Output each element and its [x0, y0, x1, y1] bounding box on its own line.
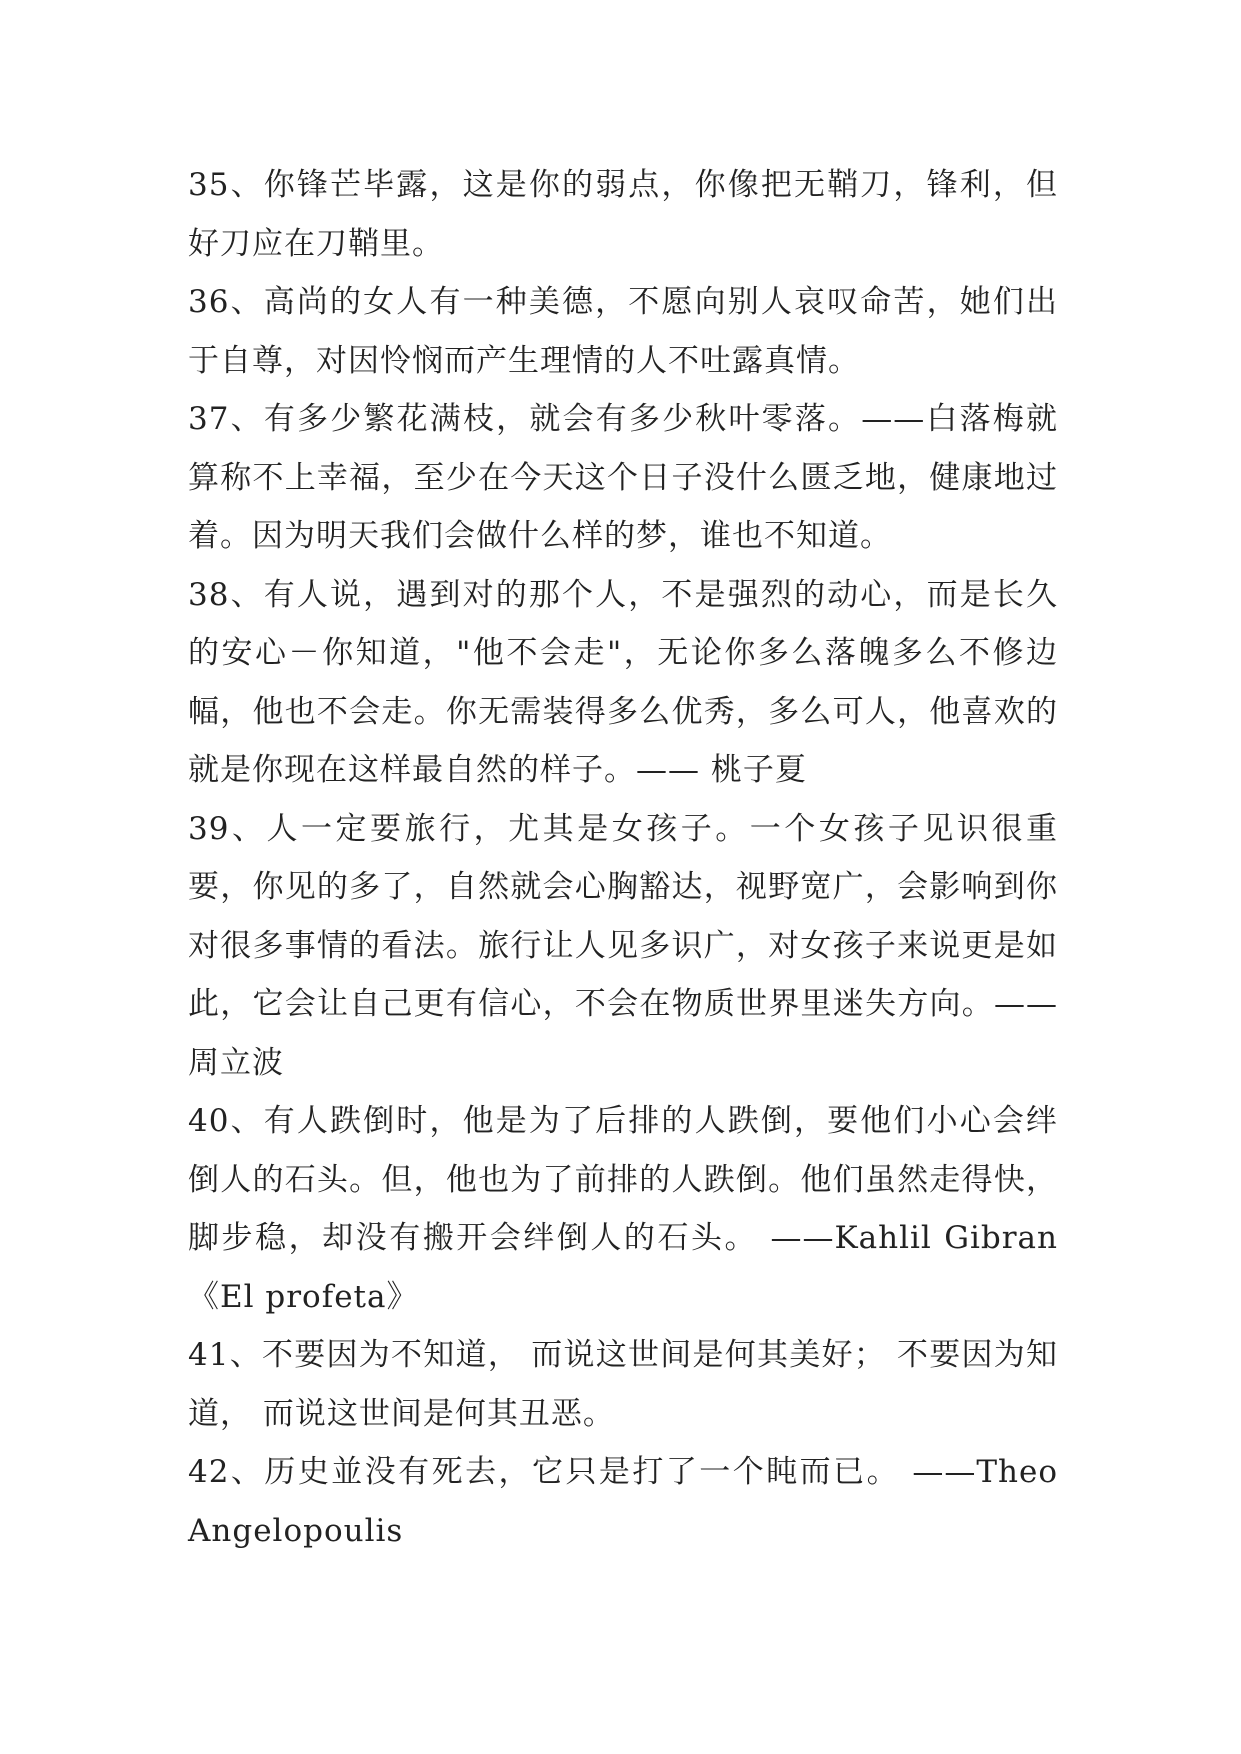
quote-paragraph-39: 39、人一定要旅行，尤其是女孩子。一个女孩子见识很重要，你见的多了，自然就会心胸豁达，视野宽广，会影响到你对很多事情的看法。旅行让人见多识广，对女孩子来说更是如此，它会让自己更有信心，不会在物质世界里迷失方向。—— 周立波: [188, 810, 1058, 1081]
quote-paragraph-41: 41、不要因为不知道， 而说这世间是何其美好； 不要因为知道， 而说这世间是何其丑恶。: [188, 1337, 1058, 1432]
quote-paragraph-40: 40、有人跌倒时，他是为了后排的人跌倒，要他们小心会绊倒人的石头。但，他也为了前排的人跌倒。他们虽然走得快，脚步稳，却没有搬开会绊倒人的石头。 ——Kahlil Gibran《El profeta》: [188, 1103, 1058, 1315]
quote-paragraph-35: 35、你锋芒毕露，这是你的弱点，你像把无鞘刀，锋利，但好刀应在刀鞘里。: [188, 167, 1058, 262]
quote-paragraph-37: 37、有多少繁花满枝，就会有多少秋叶零落。——白落梅就算称不上幸福，至少在今天这个日子没什么匮乏地，健康地过着。因为明天我们会做什么样的梦，谁也不知道。: [188, 401, 1058, 554]
quote-paragraph-42: 42、历史並没有死去，它只是打了一个盹而已。 ——Theo Angelopoulis: [188, 1454, 1058, 1549]
quote-paragraph-38: 38、有人说，遇到对的那个人，不是强烈的动心，而是长久的安心－你知道，"他不会走"，无论你多么落魄多么不修边幅，他也不会走。你无需装得多么优秀，多么可人，他喜欢的就是你现在这样最自然的样子。—— 桃子夏: [188, 576, 1058, 788]
quote-paragraph-36: 36、高尚的女人有一种美德，不愿向别人哀叹命苦，她们出于自尊，对因怜悯而产生理情的人不吐露真情。: [188, 284, 1058, 379]
document-body: [188, 156, 1058, 1560]
